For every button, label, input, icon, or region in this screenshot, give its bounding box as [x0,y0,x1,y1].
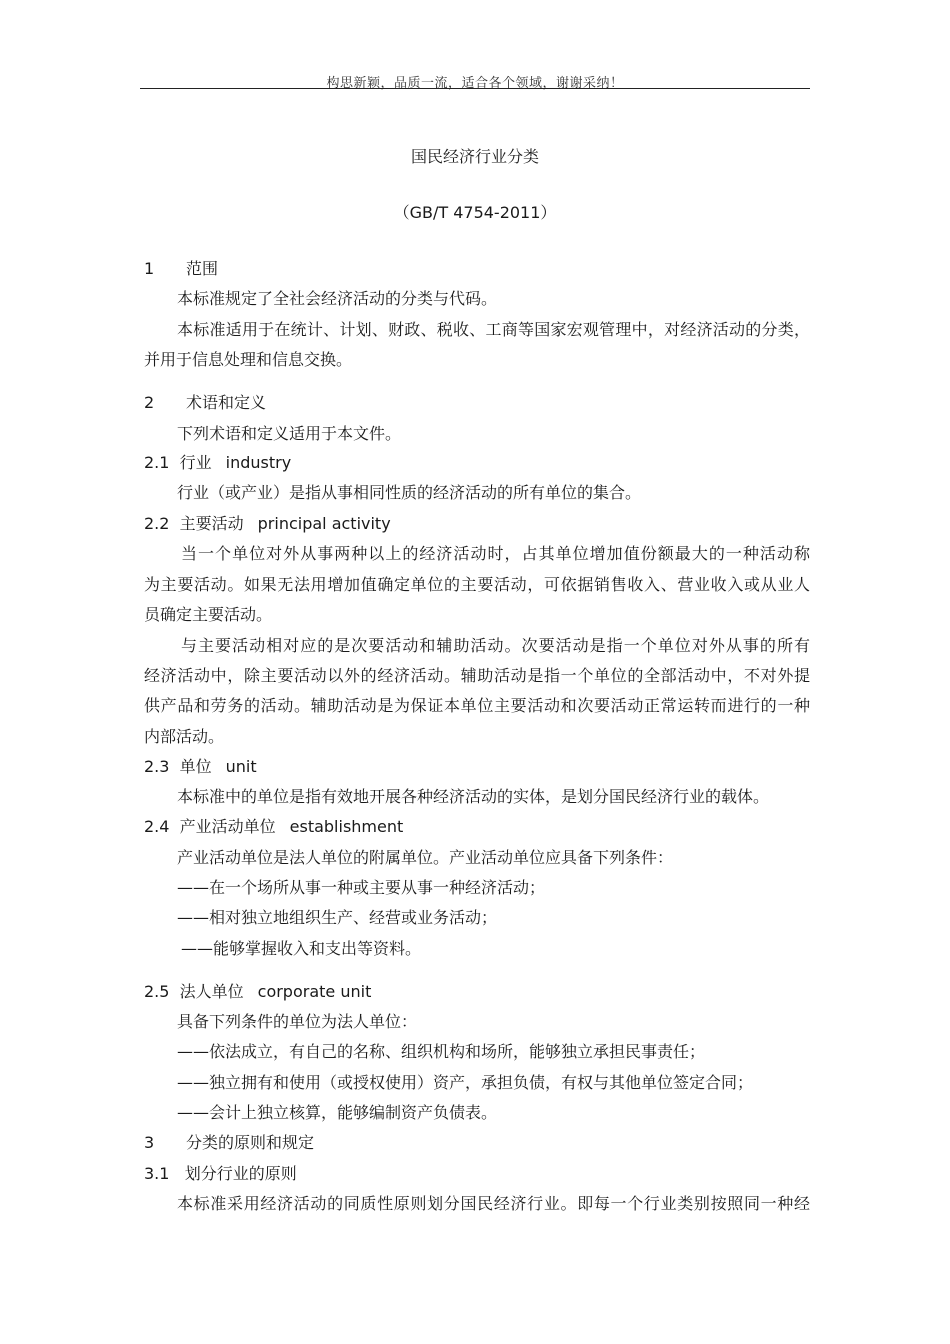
subsection-title: 行业 [179,453,212,472]
subsection-number: 3.1 [144,1164,170,1183]
subsection-number: 2.3 [144,757,170,776]
paragraph: 本标准适用于在统计、计划、财政、税收、工商等国家宏观管理中，对经济活动的分类， [177,320,810,339]
paragraph: 本标准规定了全社会经济活动的分类与代码。 [177,289,498,308]
paragraph: 下列术语和定义适用于本文件。 [177,424,402,443]
list-item: ——会计上独立核算，能够编制资产负债表。 [177,1103,498,1122]
list-item: ——在一个场所从事一种或主要从事一种经济活动； [177,878,546,897]
list-item: ——相对独立地组织生产、经营或业务活动； [177,908,498,927]
paragraph: 与主要活动相对应的是次要活动和辅助活动。次要活动是指一个单位对外从事的所有 [181,636,810,655]
subsection-english: corporate unit [257,982,372,1001]
header-divider [140,88,810,89]
paragraph: 内部活动。 [144,727,225,746]
paragraph: 具备下列条件的单位为法人单位： [177,1012,418,1031]
section-heading [144,1132,810,1154]
section-number: 2 [144,393,155,412]
doc-code: （GB/T 4754-2011） [393,203,557,222]
paragraph: 行业（或产业）是指从事相同性质的经济活动的所有单位的集合。 [177,483,642,502]
subsection-title: 产业活动单位 [179,817,276,836]
section-title: 分类的原则和规定 [186,1133,315,1152]
subsection-title: 划分行业的原则 [184,1164,297,1183]
paragraph: 员确定主要活动。 [144,605,273,624]
paragraph: 本标准采用经济活动的同质性原则划分国民经济行业。即每一个行业类别按照同一种经 [177,1194,810,1213]
subsection-english: unit [225,757,257,776]
list-item: ——独立拥有和使用（或授权使用）资产，承担负债，有权与其他单位签定合同； [177,1073,754,1092]
paragraph: 供产品和劳务的活动。辅助活动是为保证本单位主要活动和次要活动正常运转而进行的一种 [144,696,810,715]
paragraph: 本标准中的单位是指有效地开展各种经济活动的实体，是划分国民经济行业的载体。 [177,787,770,806]
paragraph: 当一个单位对外从事两种以上的经济活动时，占其单位增加值份额最大的一种活动称 [181,544,810,563]
section-number: 1 [144,259,155,278]
subsection-number: 2.1 [144,453,170,472]
paragraph: 经济活动中，除主要活动以外的经济活动。辅助活动是指一个单位的全部活动中，不对外提 [144,666,810,685]
list-item: ——能够掌握收入和支出等资料。 [181,939,422,958]
subsection-heading [144,1163,810,1185]
subsection-number: 2.2 [144,514,170,533]
subsection-number: 2.5 [144,982,170,1001]
subsection-number: 2.4 [144,817,170,836]
paragraph: 并用于信息处理和信息交换。 [144,350,353,369]
subsection-heading [144,816,810,838]
subsection-heading [144,756,810,778]
section-title: 范围 [186,259,219,278]
subsection-english: principal activity [257,514,391,533]
paragraph: 为主要活动。如果无法用增加值确定单位的主要活动，可依据销售收入、营业收入或从业人 [144,575,810,594]
section-number: 3 [144,1133,155,1152]
subsection-title: 法人单位 [179,982,244,1001]
subsection-title: 主要活动 [179,514,244,533]
section-title: 术语和定义 [186,393,267,412]
subsection-english: establishment [289,817,404,836]
paragraph: 产业活动单位是法人单位的附属单位。产业活动单位应具备下列条件： [177,848,674,867]
doc-title: 国民经济行业分类 [410,147,539,166]
list-item: ——依法成立，有自己的名称、组织机构和场所，能够独立承担民事责任； [177,1042,706,1061]
section-heading [144,258,810,280]
subsection-heading [144,513,810,535]
subsection-title: 单位 [179,757,212,776]
subsection-heading [144,452,810,474]
header-slogan: 构思新颖，品质一流，适合各个领域，谢谢采纳！ [326,76,624,91]
subsection-english: industry [225,453,292,472]
section-heading [144,392,810,414]
subsection-heading [144,981,810,1003]
